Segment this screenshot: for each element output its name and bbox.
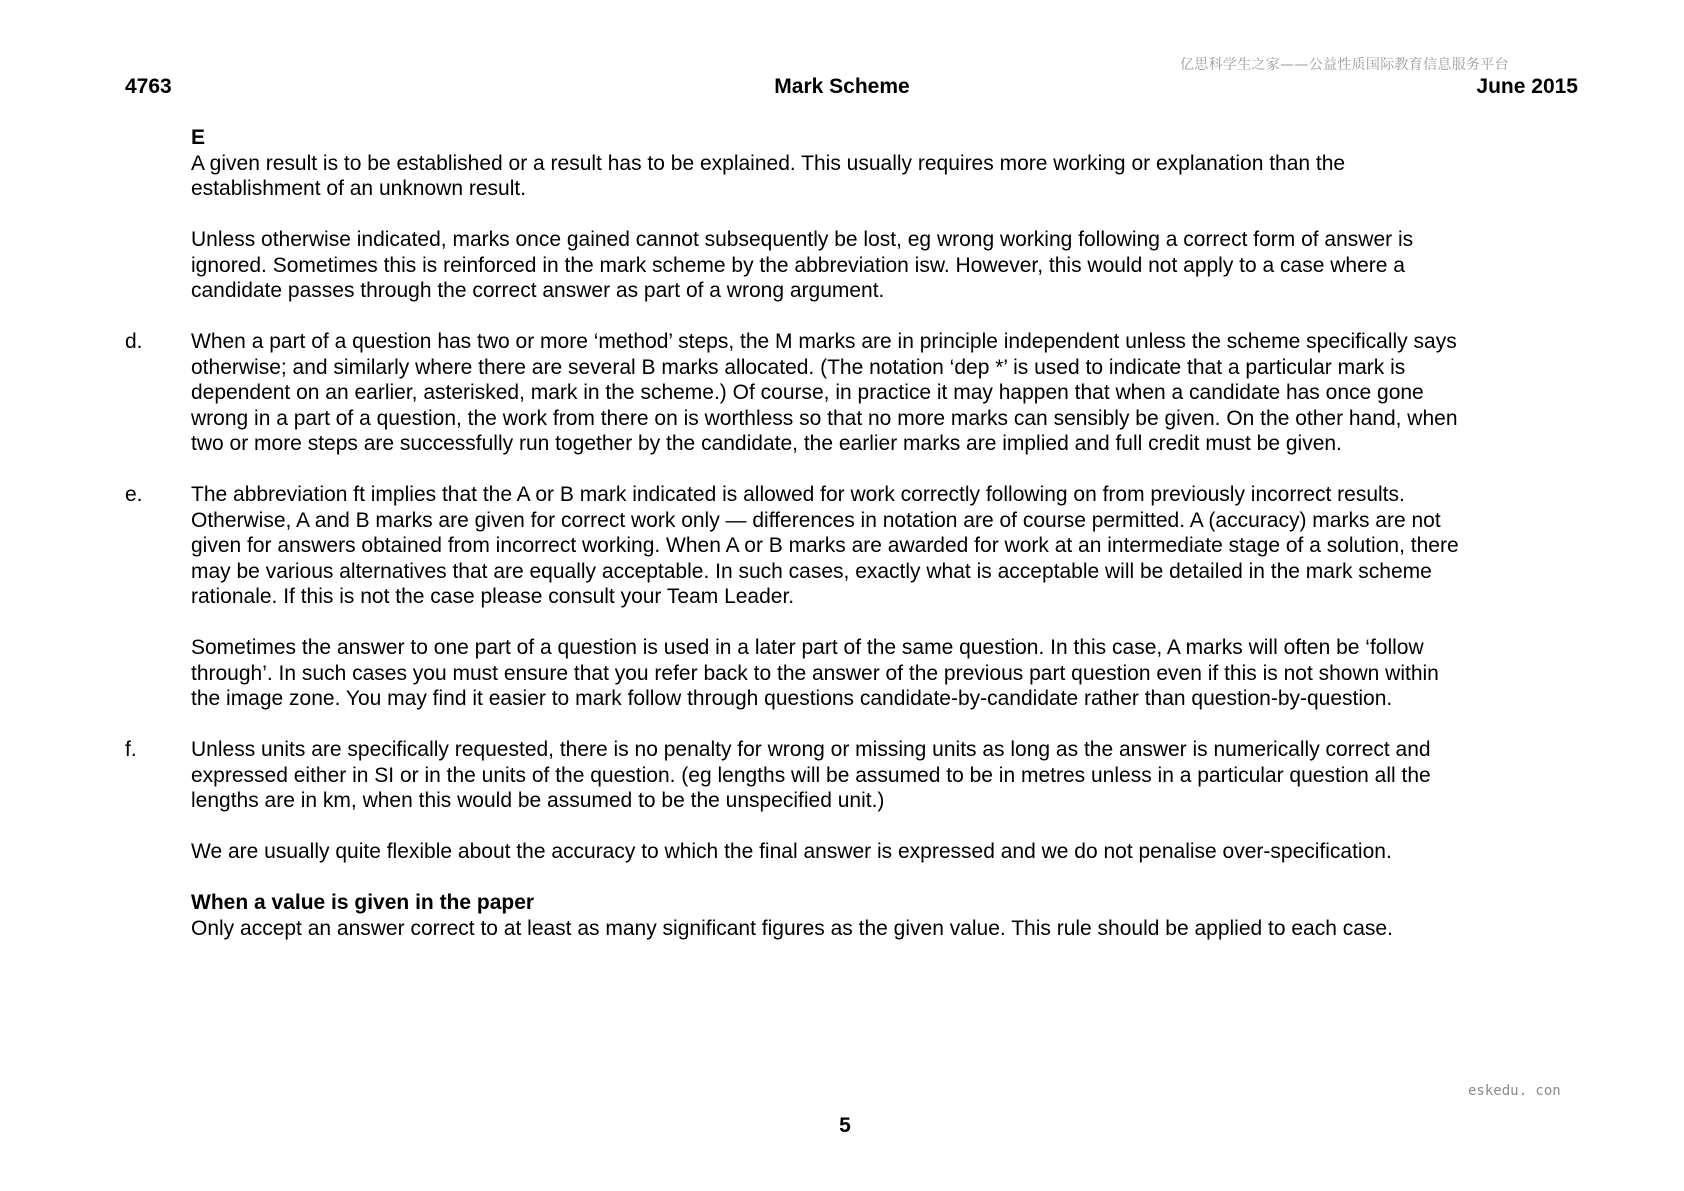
item-e bbox=[125, 482, 1465, 610]
item-f-para-2: We are usually quite flexible about the accuracy to which the final answer is expressed and we do not penalise over-specification. bbox=[191, 840, 1392, 863]
item-d bbox=[125, 329, 1465, 457]
page-number: 5 bbox=[839, 1114, 851, 1137]
document-body bbox=[125, 125, 1465, 941]
section-e-heading: E bbox=[191, 126, 206, 149]
item-f-subheading: When a value is given in the paper bbox=[191, 891, 535, 914]
item-f-text: Unless units are specifically requested, there is no penalty for wrong or missing units as long as the answer is numerically correct and expressed either in SI or in the units of the question. (eg lengths will be assumed to be in metres unless in a particular question all the lengths are in km, when this would be assumed to be the unspecified unit.) bbox=[191, 738, 1431, 812]
section-e-para-2: Unless otherwise indicated, marks once gained cannot subsequently be lost, eg wrong working following a correct form of answer is ignored. Sometimes this is reinforced in the mark scheme by the abbreviation isw. However, this would not apply to a case where a candidate passes through the correct answer as part of a wrong argument. bbox=[191, 228, 1414, 302]
item-e-label: e. bbox=[125, 483, 143, 506]
item-e-text: The abbreviation ft implies that the A or B mark indicated is allowed for work correctly following on from previously incorrect results. Otherwise, A and B marks are given for correct work only — differences in notation are of course permitted. A (accuracy) marks are not given for answers obtained from incorrect working. When A or B marks are awarded for work at an intermediate stage of a solution, there may be various alternatives that are equally acceptable. In such cases, exactly what is acceptable will be detailed in the mark scheme rationale. If this is not the case please consult your Team Leader. bbox=[191, 483, 1459, 608]
item-f-label: f. bbox=[125, 738, 137, 761]
item-f-para-3: Only accept an answer correct to at least as many significant figures as the given value. This rule should be applied to each case. bbox=[191, 916, 1393, 940]
header-date: June 2015 bbox=[1476, 75, 1578, 98]
watermark-bottom: eskedu. con bbox=[1468, 1083, 1561, 1099]
section-e-para-1: A given result is to be established or a result has to be explained. This usually requires more working or explanation than the establishment of an unknown result. bbox=[191, 151, 1346, 200]
item-d-text: When a part of a question has two or more ‘method’ steps, the M marks are in principle independent unless the scheme specifically says otherwise; and similarly where there are several B marks allocated. (The notation ‘dep *’ is used to indicate that a particular mark is dependent on an earlier, asterisked, mark in the scheme.) Of course, in practice it may happen that when a candidate has once gone wrong in a part of a question, the work from there on is worthless so that no more marks can sensibly be given. On the other hand, when two or more steps are successfully run together by the candidate, the earlier marks are implied and full credit must be given. bbox=[191, 330, 1458, 455]
item-e-para-2: Sometimes the answer to one part of a question is used in a later part of the same question. In this case, A marks will often be ‘follow through’. In such cases you must ensure that you refer back to the answer of the previous part question even if this is not shown within the image zone. You may find it easier to mark follow through questions candidate-by-candidate rather than question-by-question. bbox=[191, 636, 1439, 710]
header-title: Mark Scheme bbox=[774, 75, 910, 98]
watermark-top: 亿思科学生之家——公益性质国际教育信息服务平台 bbox=[1180, 57, 1509, 73]
item-f bbox=[125, 737, 1465, 814]
item-d-label: d. bbox=[125, 330, 143, 353]
header-code: 4763 bbox=[125, 75, 172, 98]
